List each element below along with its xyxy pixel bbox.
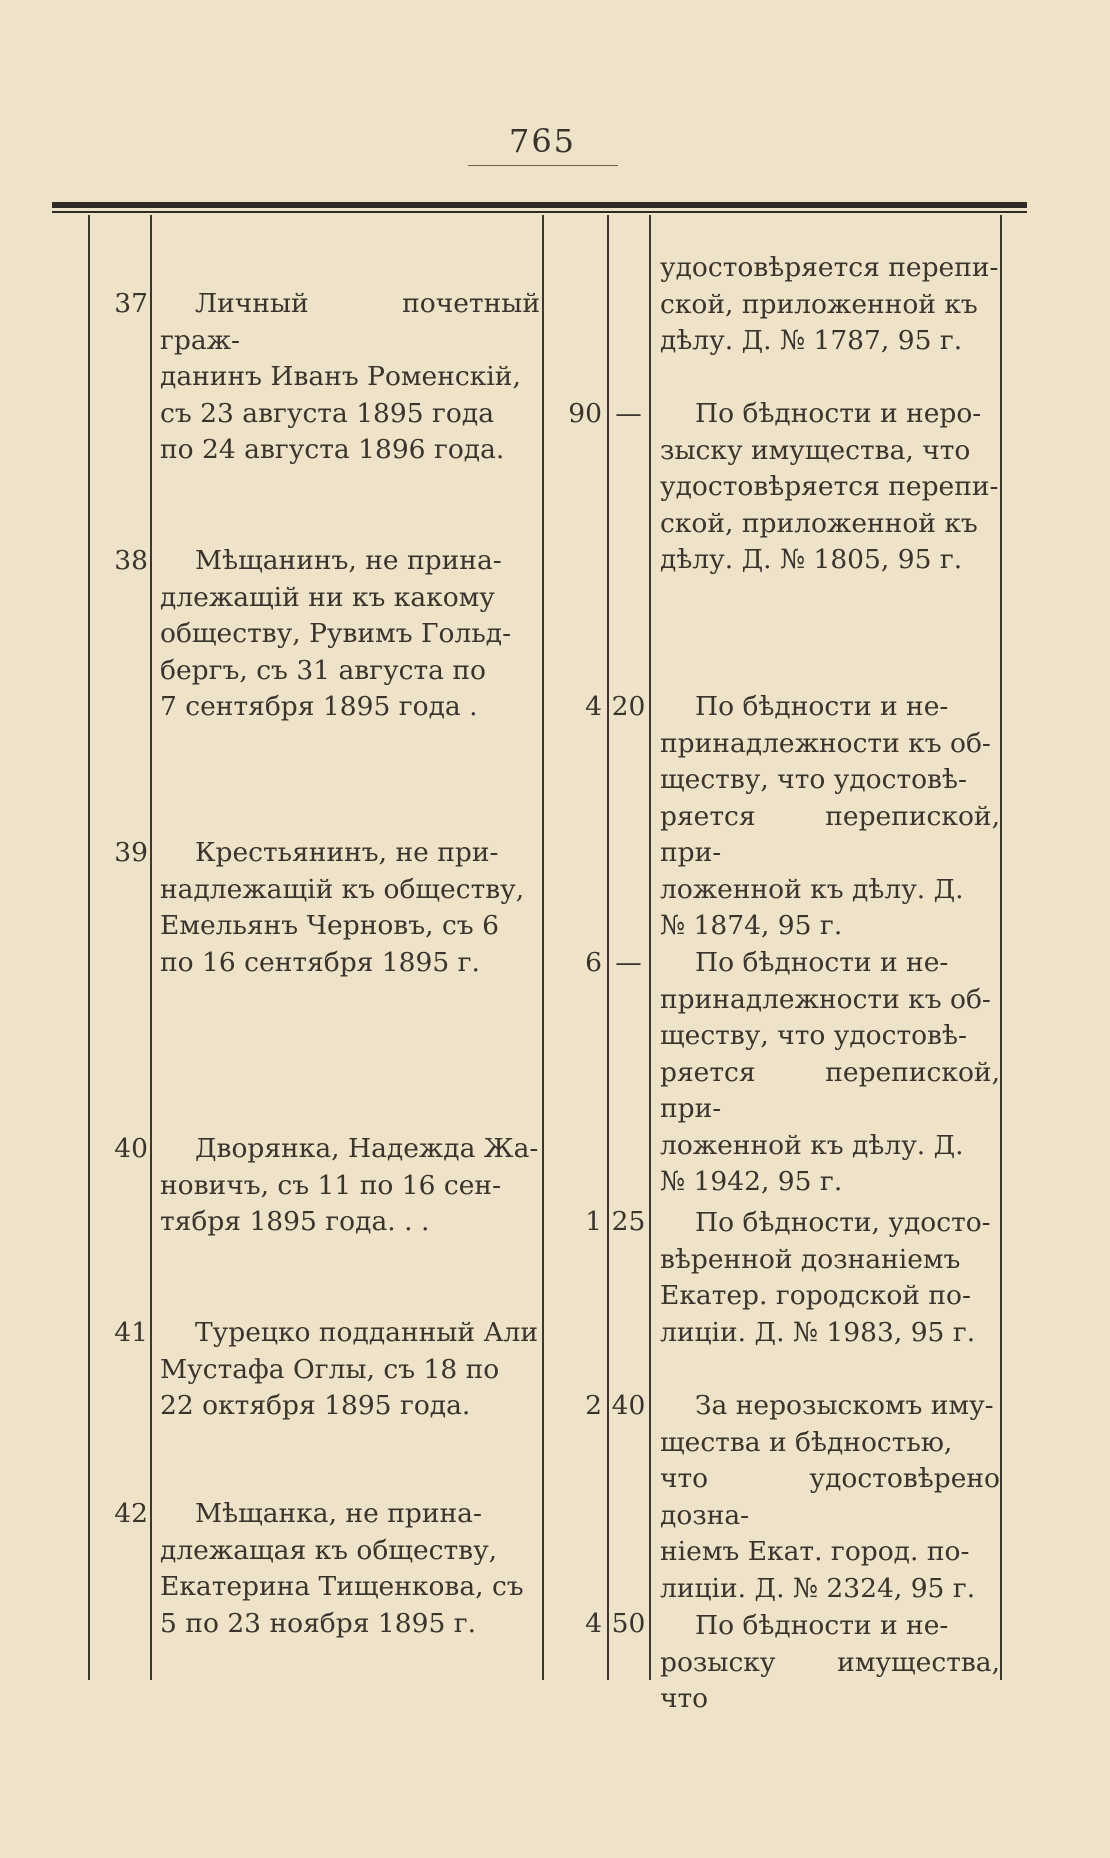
entry-note: По бѣдности и не- розыску имущества, что xyxy=(660,1610,1000,1714)
continuation-note: удостовѣряется перепи- ской, приложенной къ дѣлу. Д. № 1787, 95 г. xyxy=(660,252,999,356)
amount-kopecks: — xyxy=(615,397,642,429)
entry-number: 39 xyxy=(114,837,148,868)
entry-number: 42 xyxy=(114,1498,148,1529)
amount-rubles: 6 xyxy=(585,946,602,978)
amount-kopecks: 20 xyxy=(611,691,646,722)
entry-description: Личный почетный граж- данинъ Иванъ Роменскій, съ 23 августа 1895 года по 24 августа 1896 года. xyxy=(160,288,540,465)
column-divider-number xyxy=(150,215,152,1680)
entry-note: По бѣдности и неро- зыску имущества, что удостовѣряется перепи- ской, приложенной къ дѣлу. Д. № 1805, 95 г. xyxy=(660,398,999,575)
entry-note: По бѣдности и не- принадлежности къ об- ществу, что удостовѣ- ряется перепиской, при- ложенной къ дѣлу. Д. № 1874, 95 г. xyxy=(660,691,1000,941)
entry-note: По бѣдности, удосто- вѣренной дознаніемъ Екатер. городской по- лиціи. Д. № 1983, 95 г. xyxy=(660,1207,991,1348)
entry-description: Турецко подданный Али Мустафа Оглы, съ 18 по 22 октября 1895 года. xyxy=(160,1317,539,1421)
entry-number: 41 xyxy=(114,1317,148,1348)
amount-rubles: 4 xyxy=(585,1607,602,1639)
amount-rubles: 1 xyxy=(585,1206,602,1237)
column-divider-right-border xyxy=(1000,215,1002,1680)
entry-description: Мѣщанинъ, не прина- длежащій ни къ какому обществу, Рувимъ Гольд- бергъ, съ 31 августа по 7 сентября 1895 года . xyxy=(160,545,512,722)
page-number-underline xyxy=(468,165,618,166)
amount-rubles: 2 xyxy=(585,1390,602,1421)
column-divider-description xyxy=(542,215,544,1680)
amount-kopecks: 40 xyxy=(611,1390,646,1421)
entry-number: 38 xyxy=(114,545,148,576)
entry-description: Крестьянинъ, не при- надлежащій къ обществу, Емельянъ Черновъ, съ 6 по 16 сентября 1895 г. xyxy=(160,837,525,978)
entry-note: За нерозыскомъ иму- щества и бѣдностью, что удостовѣрено дозна- ніемъ Екат. город. по- лиціи. Д. № 2324, 95 г. xyxy=(660,1390,1000,1604)
column-divider-left-border xyxy=(88,215,90,1680)
amount-kopecks: — xyxy=(615,946,642,978)
amount-rubles: 4 xyxy=(585,691,602,722)
table-top-rule-thin xyxy=(52,211,1027,213)
entry-description: Дворянка, Надежда Жа- новичъ, съ 11 по 16 сен- тября 1895 года. . . xyxy=(160,1133,539,1237)
entry-number: 40 xyxy=(114,1133,148,1164)
table-top-rule xyxy=(52,202,1027,208)
entry-number: 37 xyxy=(114,288,148,319)
page-number: 765 xyxy=(508,122,577,160)
entry-description: Мѣщанка, не прина- длежащая къ обществу, Екатерина Тищенкова, съ 5 по 23 ноября 1895 г. xyxy=(160,1498,524,1639)
amount-rubles: 90 xyxy=(568,397,602,429)
entry-note: По бѣдности и не- принадлежности къ об- ществу, что удостовѣ- ряется перепиской, при- ложенной къ дѣлу. Д. № 1942, 95 г. xyxy=(660,947,1000,1197)
amount-kopecks: 50 xyxy=(611,1607,646,1639)
amount-kopecks: 25 xyxy=(611,1206,646,1237)
